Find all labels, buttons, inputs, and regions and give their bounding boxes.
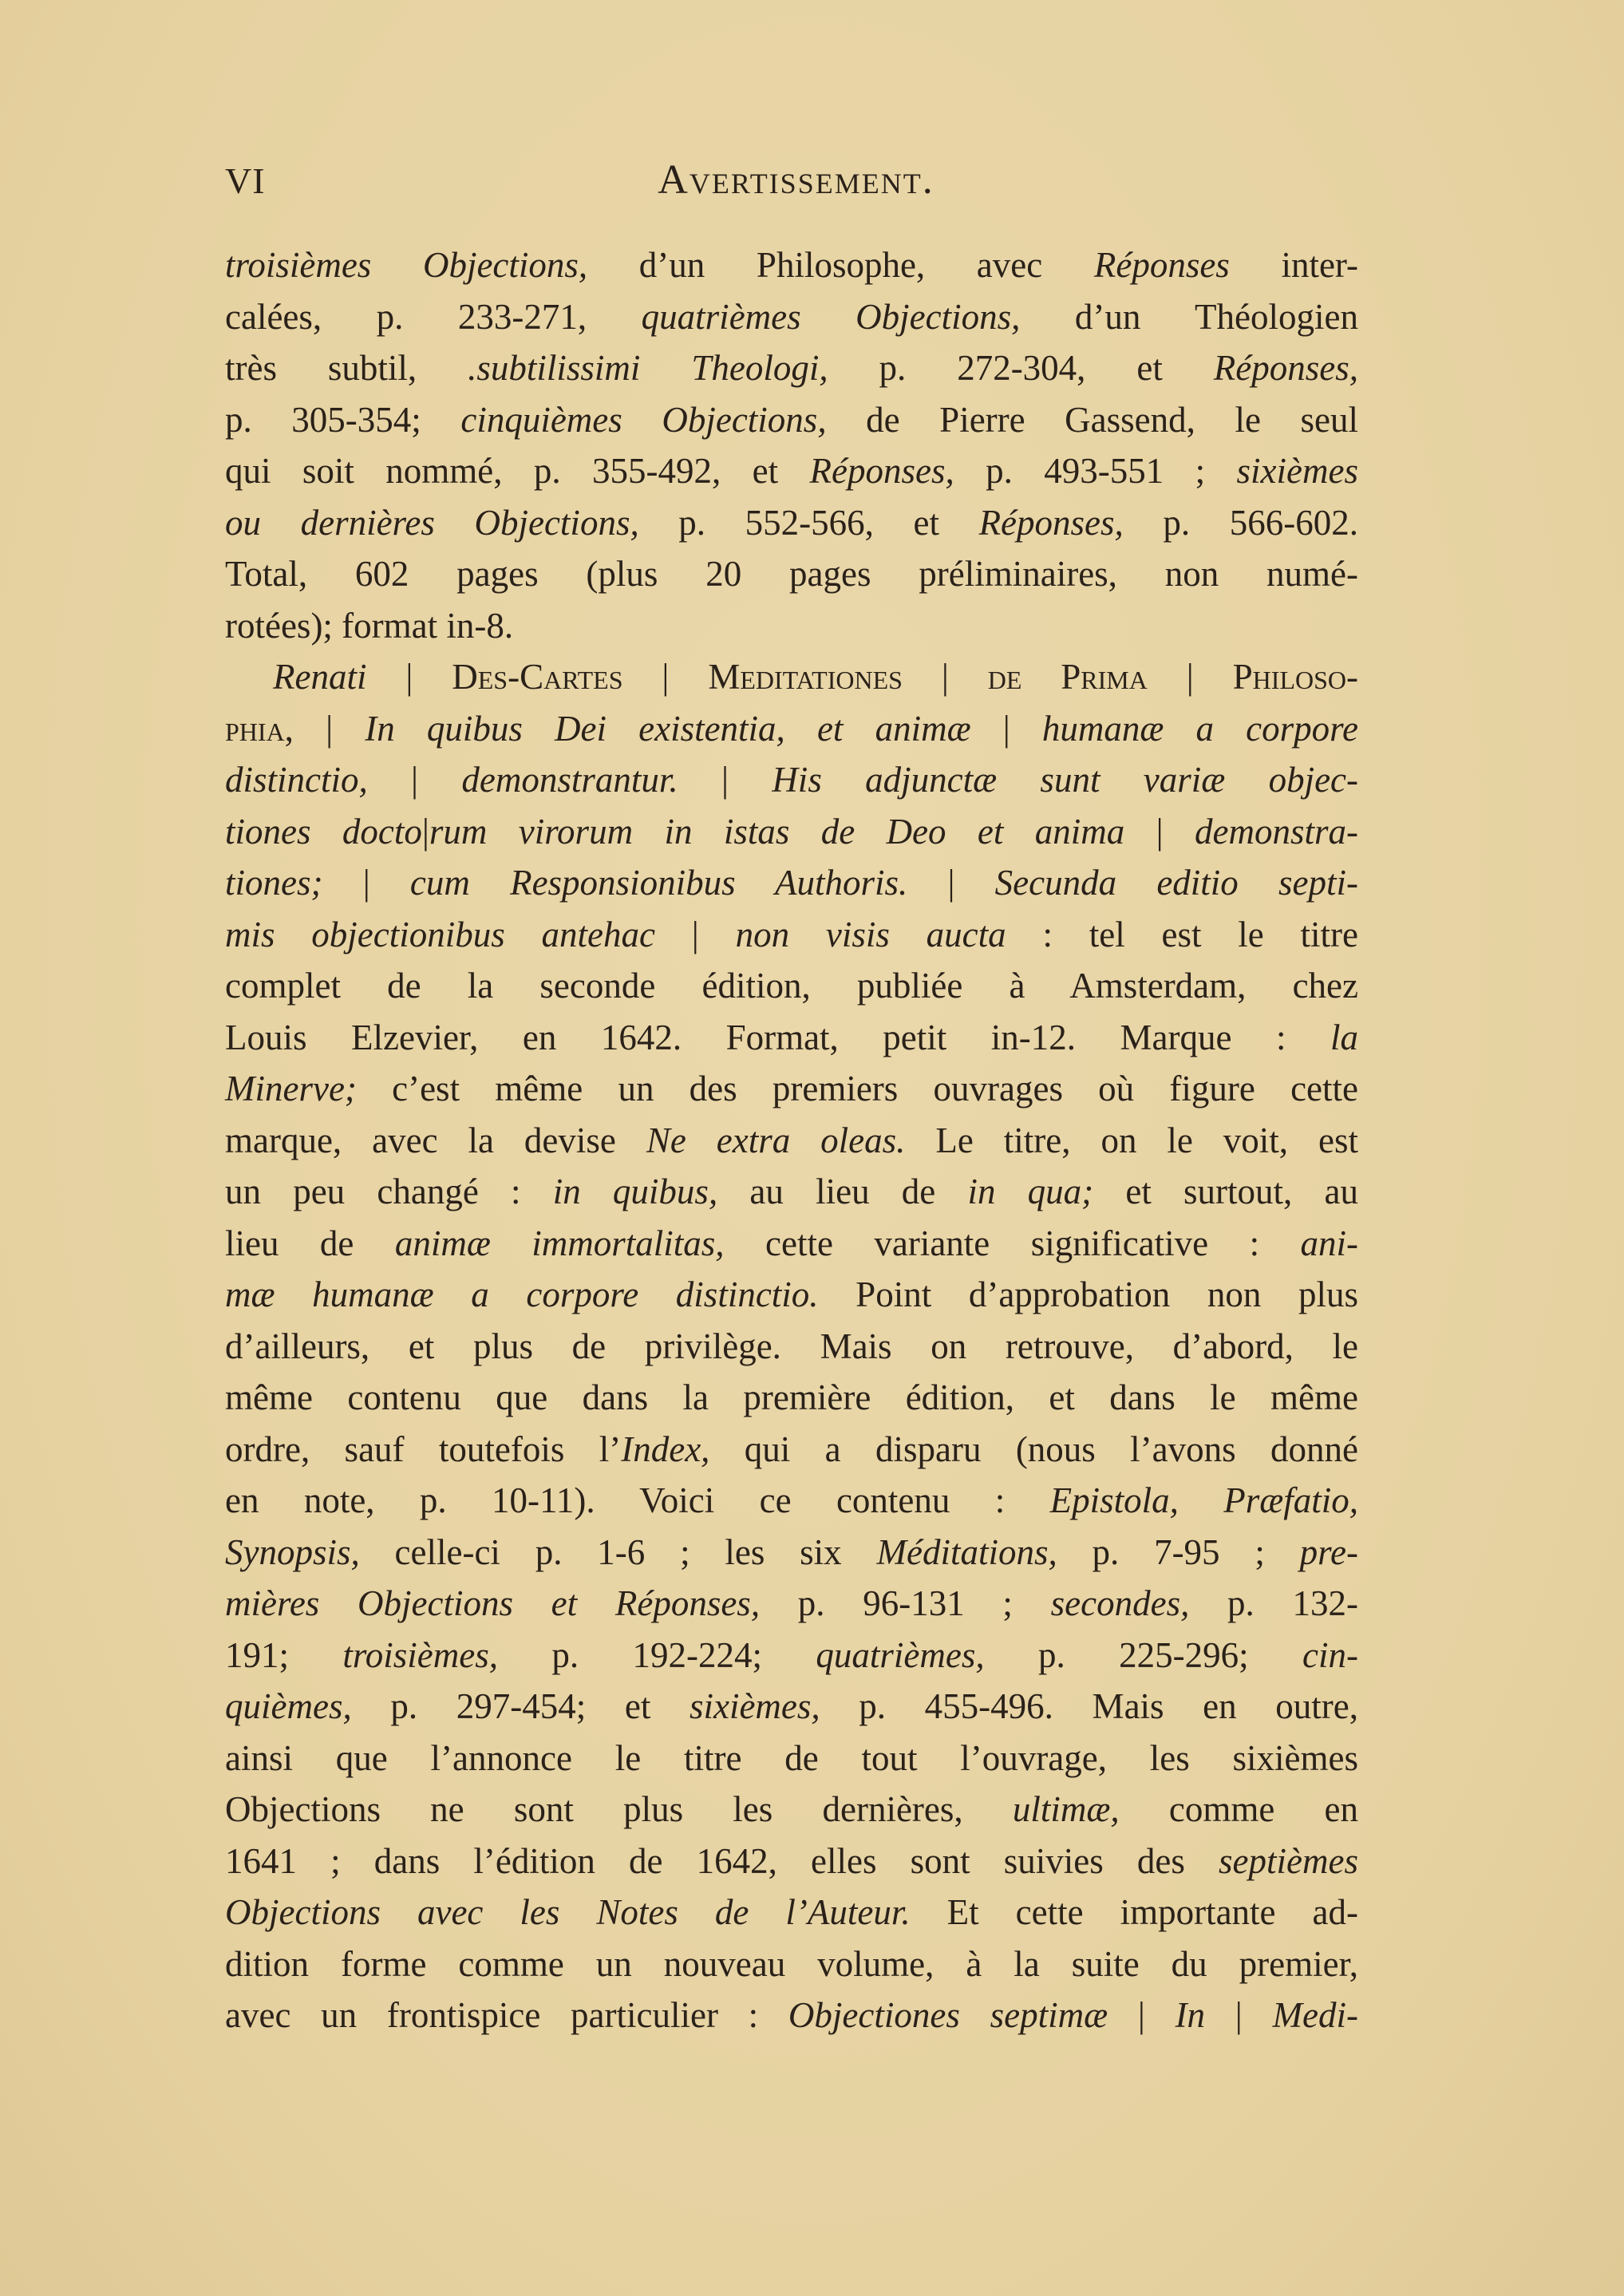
- italic-text: Réponses,: [978, 502, 1124, 543]
- italic-text: Synopsis,: [225, 1531, 360, 1572]
- text-segment: p. 493-551 ;: [954, 451, 1237, 491]
- text-segment: un peu changé :: [225, 1172, 553, 1211]
- text-line: [225, 1681, 1358, 1733]
- text-line: [225, 960, 1358, 1012]
- text-line: [225, 1630, 1358, 1681]
- text-line: [225, 806, 1358, 858]
- text-segment: d’un Philosophe, avec: [587, 245, 1094, 285]
- italic-text: troisièmes,: [342, 1634, 498, 1675]
- text-segment: au lieu de: [717, 1172, 968, 1211]
- text-line: [225, 445, 1358, 497]
- italic-text: pre-: [1299, 1531, 1358, 1572]
- text-segment: p. 132-: [1189, 1583, 1358, 1623]
- italic-text: Ne extra oleas.: [646, 1120, 906, 1160]
- text-segment: p. 297-454; et: [351, 1686, 690, 1726]
- page-number: VI: [225, 160, 266, 201]
- text-segment: marque, avec la devise: [225, 1120, 646, 1160]
- text-line: [225, 1012, 1358, 1064]
- text-line: [225, 1836, 1358, 1887]
- text-segment: en note, p. 10-11). Voici ce contenu :: [225, 1480, 1050, 1520]
- text-line: [225, 394, 1358, 446]
- italic-text: Medi-: [1272, 1995, 1358, 2035]
- text-segment: p. 455-496. Mais en outre,: [820, 1686, 1359, 1726]
- text-segment: : tel est le titre: [1006, 914, 1359, 954]
- italic-text: septièmes: [1219, 1840, 1358, 1881]
- italic-text: Epistola, Præfatio,: [1049, 1480, 1358, 1520]
- text-segment: avec un frontispice particulier :: [225, 1995, 788, 2035]
- text-line: [225, 857, 1358, 909]
- text-segment: comme en: [1119, 1789, 1358, 1829]
- text-segment: de Pierre Gassend, le seul: [826, 399, 1358, 440]
- text-line: [225, 1218, 1358, 1270]
- text-segment: et surtout, au: [1093, 1172, 1358, 1211]
- text-segment: |: [1124, 811, 1195, 852]
- text-line: [225, 1578, 1358, 1630]
- italic-text: In: [1175, 1995, 1206, 2035]
- italic-text: sixièmes,: [689, 1686, 820, 1726]
- italic-text: la: [1330, 1017, 1358, 1057]
- text-segment: très subtil,: [225, 348, 468, 388]
- italic-text: in quibus,: [552, 1172, 718, 1211]
- text-line: [225, 600, 1358, 652]
- text-segment: d’un Théologien: [1020, 296, 1358, 337]
- text-line: [225, 754, 1358, 806]
- text-segment: Point d’approbation non plus: [818, 1274, 1359, 1314]
- text-line: [225, 1784, 1358, 1836]
- italic-text: ani-: [1300, 1223, 1359, 1263]
- italic-text: quièmes,: [225, 1686, 352, 1726]
- text-segment: ordre, sauf toutefois l’: [225, 1429, 622, 1469]
- italic-text: Objectiones septimæ: [788, 1995, 1108, 2035]
- italic-text: Index,: [621, 1429, 710, 1469]
- italic-text: mæ humanæ a corpore distinctio.: [225, 1274, 819, 1314]
- text-line: [225, 1733, 1358, 1784]
- italic-text: cinquièmes Objections,: [460, 399, 827, 440]
- italic-text: mis objectionibus antehac: [225, 914, 656, 954]
- text-segment: |: [421, 811, 429, 852]
- text-line: [225, 1269, 1358, 1321]
- text-segment: Et cette importante ad-: [910, 1892, 1358, 1932]
- text-segment: qui soit nommé, p. 355-492, et: [225, 451, 810, 491]
- text-segment: 1641 ; dans l’édition de 1642, elles sont suivies des: [225, 1840, 1219, 1881]
- text-line: [225, 548, 1358, 600]
- text-segment: Objections ne sont plus les dernières,: [225, 1789, 1013, 1829]
- text-line: [225, 291, 1358, 343]
- italic-text: cum Responsionibus Authoris.: [409, 863, 908, 903]
- text-segment: phia,: [225, 708, 294, 749]
- italic-text: His adjunctæ sunt variæ objec-: [772, 760, 1359, 800]
- text-line: [225, 703, 1358, 755]
- italic-text: humanæ a corpore: [1041, 708, 1358, 749]
- text-line: [225, 239, 1358, 291]
- text-segment: inter-: [1229, 245, 1359, 285]
- text-segment: p. 272-304, et: [828, 348, 1214, 388]
- italic-text: non visis aucta: [735, 914, 1006, 954]
- italic-text: quatrièmes,: [816, 1634, 985, 1675]
- text-line: [225, 497, 1358, 549]
- text-segment: |: [907, 863, 995, 903]
- italic-text: tiones docto: [225, 811, 422, 852]
- text-line: [225, 342, 1358, 394]
- text-segment: celle-ci p. 1-6 ; les six: [359, 1531, 877, 1572]
- text-segment: p. 96-131 ;: [760, 1583, 1051, 1623]
- italic-text: in qua;: [967, 1172, 1094, 1211]
- text-line: [225, 1115, 1358, 1167]
- text-segment: |: [655, 914, 736, 954]
- text-line: [225, 1166, 1358, 1218]
- text-segment: |: [970, 708, 1042, 749]
- italic-text: cin-: [1302, 1634, 1358, 1675]
- text-line: [225, 1063, 1358, 1115]
- italic-text: Réponses: [1093, 245, 1230, 285]
- text-segment: Total, 602 pages (plus 20 pages préliminaires, non numé-: [225, 554, 1358, 594]
- italic-text: rum virorum in istas de Deo et anima: [429, 811, 1125, 852]
- text-segment: p. 566-602.: [1123, 502, 1358, 543]
- italic-text: secondes,: [1050, 1583, 1190, 1623]
- text-segment: p. 192-224;: [497, 1634, 816, 1675]
- italic-text: demonstrantur.: [461, 760, 678, 800]
- italic-text: In quibus Dei existentia, et animæ: [365, 708, 971, 749]
- text-segment: Le titre, on le voit, est: [905, 1120, 1358, 1160]
- italic-text: mières Objections et Réponses,: [225, 1583, 761, 1623]
- text-line: [225, 1938, 1358, 1990]
- italic-text: .subtilissimi Theologi,: [468, 348, 828, 388]
- italic-text: Réponses,: [1213, 348, 1358, 388]
- italic-text: ou dernières Objections,: [225, 502, 639, 543]
- text-segment: c’est même un des premiers ouvrages où figure cette: [356, 1069, 1358, 1108]
- text-segment: |: [293, 708, 365, 749]
- text-segment: 191;: [225, 1634, 343, 1675]
- text-segment: cette variante significative :: [724, 1223, 1301, 1263]
- body-text: [225, 239, 1358, 2041]
- italic-text: tiones;: [225, 863, 323, 903]
- text-segment: p. 305-354;: [225, 399, 461, 440]
- text-segment: Des-Cartes | Meditationes | de Prima | Philoso-: [452, 657, 1359, 697]
- italic-text: Minerve;: [225, 1069, 357, 1108]
- text-line: [225, 1887, 1358, 1938]
- italic-text: quatrièmes Objections,: [641, 296, 1021, 337]
- italic-text: Renati: [273, 657, 367, 697]
- text-segment: rotées); format in-8.: [225, 605, 514, 646]
- text-segment: qui a disparu (nous l’avons donné: [709, 1429, 1358, 1469]
- text-segment: calées, p. 233-271,: [225, 296, 642, 337]
- text-line: [225, 1990, 1358, 2041]
- running-title-text: Avertissement.: [658, 157, 934, 203]
- text-segment: dition forme comme un nouveau volume, à la suite du premier,: [225, 1943, 1358, 1984]
- text-line: [225, 1321, 1358, 1373]
- italic-text: distinctio,: [225, 760, 368, 800]
- italic-text: Secunda editio septi-: [994, 863, 1358, 903]
- text-segment: |: [1205, 1995, 1273, 2035]
- text-line: [225, 651, 1358, 703]
- text-segment: |: [367, 760, 462, 800]
- text-segment: |: [322, 863, 410, 903]
- running-title: [0, 156, 1624, 204]
- text-segment: |: [366, 657, 452, 697]
- text-segment: |: [678, 760, 772, 800]
- italic-text: Méditations,: [876, 1531, 1057, 1572]
- text-line: [225, 1372, 1358, 1424]
- text-segment: complet de la seconde édition, publiée à Amsterdam, chez: [225, 966, 1358, 1006]
- text-segment: lieu de: [225, 1223, 395, 1263]
- text-segment: même contenu que dans la première édition, et dans le même: [225, 1377, 1358, 1417]
- text-segment: p. 552-566, et: [638, 502, 979, 543]
- italic-text: troisièmes Objections,: [225, 245, 588, 285]
- italic-text: demonstra-: [1195, 811, 1359, 852]
- italic-text: ultimæ,: [1012, 1789, 1120, 1829]
- italic-text: sixièmes: [1236, 451, 1358, 491]
- italic-text: animæ immortalitas,: [394, 1223, 725, 1263]
- text-line: [225, 1475, 1358, 1527]
- italic-text: Réponses,: [809, 451, 954, 491]
- text-segment: |: [1108, 1995, 1176, 2035]
- text-segment: p. 7-95 ;: [1057, 1531, 1300, 1572]
- text-line: [225, 909, 1358, 961]
- text-segment: ainsi que l’annonce le titre de tout l’ouvrage, les sixièmes: [225, 1737, 1358, 1778]
- text-segment: d’ailleurs, et plus de privilège. Mais on retrouve, d’abord, le: [225, 1326, 1358, 1366]
- text-line: [225, 1527, 1358, 1579]
- text-segment: Louis Elzevier, en 1642. Format, petit in-12. Marque :: [225, 1017, 1330, 1057]
- italic-text: Objections avec les Notes de l’Auteur.: [225, 1892, 911, 1932]
- text-segment: p. 225-296;: [984, 1634, 1303, 1675]
- text-line: [225, 1424, 1358, 1476]
